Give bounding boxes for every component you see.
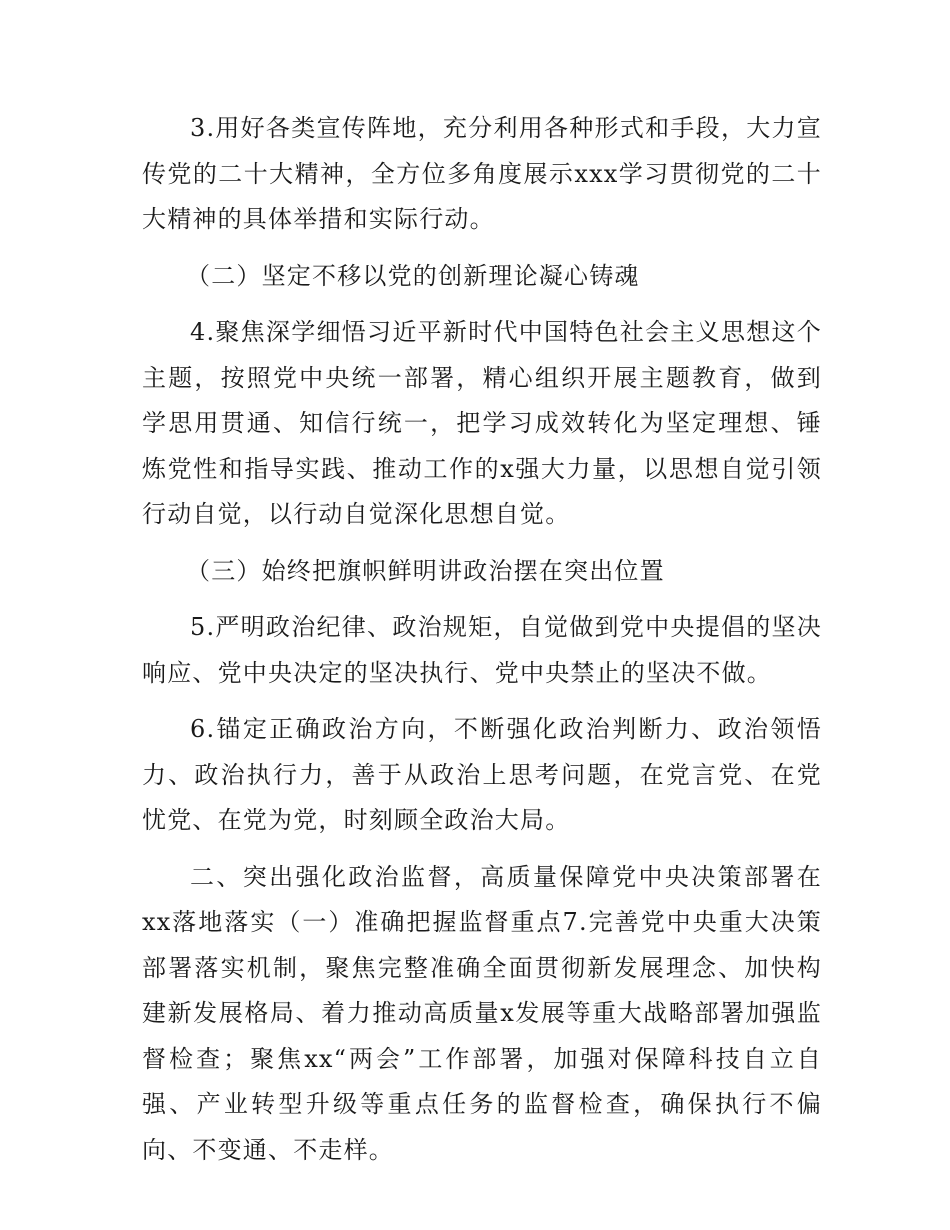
section-heading-3: （三）始终把旗帜鲜明讲政治摆在突出位置 xyxy=(186,556,665,585)
paragraph-item-5: 5.严明政治纪律、政治规矩，自觉做到党中央提倡的坚决响应、党中央决定的坚决执行、党中央禁止的坚决不做。 xyxy=(142,613,822,687)
paragraph-section-two: 二、突出强化政治监督，高质量保障党中央决策部署在xx落地落实（一）准确把握监督重点7.完善党中央重大决策部署落实机制，聚焦完整准确全面贯彻新发展理念、加快构建新发展格局、着力推动高质量x发展等重大战略部署加强监督检查；聚焦xx“两会”工作部署，加强对保障科技自立自强、产业转型升级等重点任务的监督检查，确保执行不偏向、不变通、不走样。 xyxy=(142,862,822,1164)
document-body xyxy=(142,106,822,1184)
paragraph-item-4: 4.聚焦深学细悟习近平新时代中国特色社会主义思想这个主题，按照党中央统一部署，精心组织开展主题教育，做到学思用贯通、知信行统一，把学习成效转化为坚定理想、锤炼党性和指导实践、推动工作的x强大力量，以思想自觉引领行动自觉，以行动自觉深化思想自觉。 xyxy=(142,318,822,528)
paragraph-item-3: 3.用好各类宣传阵地，充分利用各种形式和手段，大力宣传党的二十大精神，全方位多角度展示xxx学习贯彻党的二十大精神的具体举措和实际行动。 xyxy=(142,114,822,233)
paragraph-item-6: 6.锚定正确政治方向，不断强化政治判断力、政治领悟力、政治执行力，善于从政治上思考问题，在党言党、在党忧党、在党为党，时刻顾全政治大局。 xyxy=(142,715,822,834)
section-heading-2: （二）坚定不移以党的创新理论凝心铸魂 xyxy=(186,261,640,290)
